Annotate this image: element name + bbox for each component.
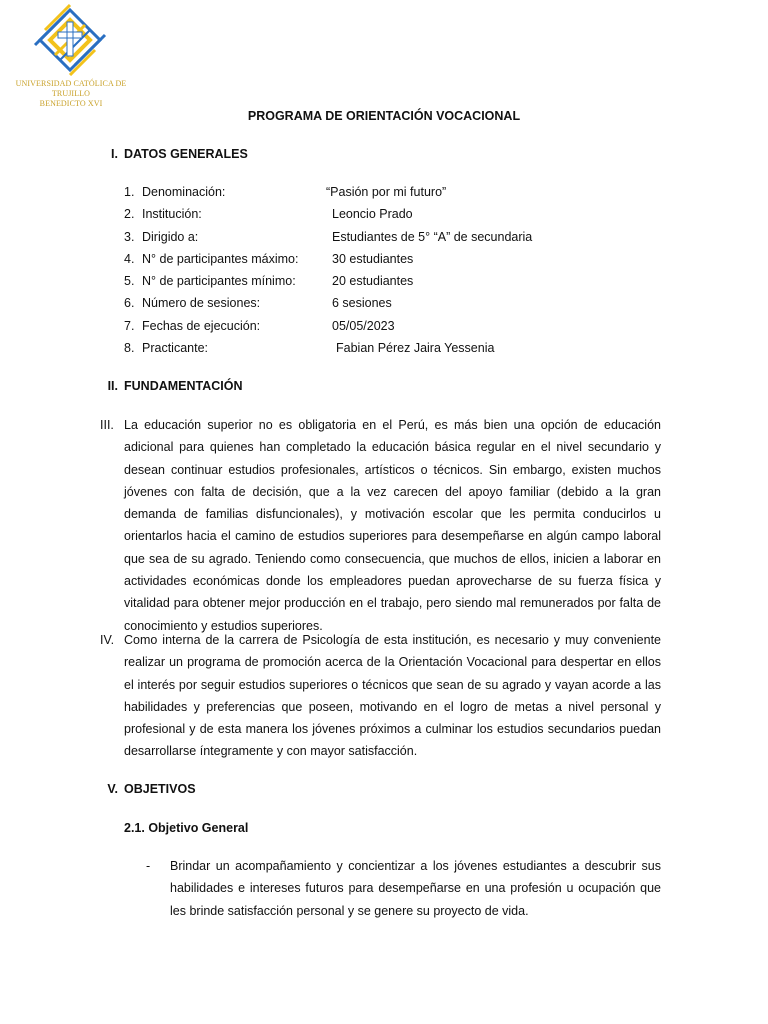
row-value: 6 sesiones bbox=[332, 296, 392, 310]
row-label: Número de sesiones: bbox=[142, 296, 261, 310]
row-value: 05/05/2023 bbox=[332, 319, 395, 333]
section-title: FUNDAMENTACIÓN bbox=[124, 379, 243, 393]
objetivo-general-heading: 2.1. Objetivo General bbox=[124, 821, 249, 835]
row-value: 20 estudiantes bbox=[332, 274, 414, 288]
row-value: Fabian Pérez Jaira Yessenia bbox=[336, 341, 495, 355]
objetivo-general-text: Brindar un acompañamiento y concientizar a los jóvenes estudiantes a descubrir sus habilidades e intereses futuros para desempeñarse en una profesión u ocupación que les brinde satisfacción personal y se genere su proyecto de vida. bbox=[170, 859, 661, 918]
university-logo-icon bbox=[30, 0, 110, 76]
row-label: Denominación: bbox=[142, 185, 226, 199]
objetivo-general-item bbox=[146, 855, 661, 922]
paragraph-text: La educación superior no es obligatoria en el Perú, es más bien una opción de educación adicional para quienes han completado la educación básica regular en el nivel secundario y desean continuar estudios profesionales, artísticos o técnicos. Sin embargo, existen muchos jóvenes con falta de decisión, que a la vez carecen del apoyo familiar (debido a la gran demanda de familias disfuncionales), y motivación escolar que les permita conducirlos u orientarlos hacia el camino de estudios superiores para desempeñarse en algún campo laboral que sea de su agrado. Teniendo como consecuencia, que muchos de ellos, inicien a laborar en actividades económicas donde los empleadores puedan aprovecharse de su fuerza física y vitalidad para obtener mejor producción en el trabajo, pero siendo mal remunerados por falta de conocimiento y estudios superiores. bbox=[124, 418, 661, 633]
section-title: DATOS GENERALES bbox=[124, 147, 248, 161]
paragraph-iv bbox=[100, 629, 661, 763]
section-number: II. bbox=[107, 379, 118, 393]
university-name-line2: BENEDICTO XVI bbox=[39, 99, 103, 108]
university-name-line1: UNIVERSIDAD CATÓLICA DE TRUJILLO bbox=[15, 79, 127, 98]
row-number: 8. bbox=[124, 341, 135, 355]
paragraph-number: III. bbox=[100, 418, 114, 432]
section-heading-fundamentacion bbox=[107, 379, 243, 393]
university-name bbox=[0, 79, 142, 109]
row-value: Leoncio Prado bbox=[332, 207, 413, 221]
row-label: Fechas de ejecución: bbox=[142, 319, 261, 333]
paragraph-iii bbox=[100, 414, 661, 637]
row-label: Practicante: bbox=[142, 341, 209, 355]
row-value: “Pasión por mi futuro” bbox=[326, 185, 447, 199]
section-heading-objetivos bbox=[107, 782, 196, 796]
bullet-marker: - bbox=[146, 859, 151, 873]
document-title: PROGRAMA DE ORIENTACIÓN VOCACIONAL bbox=[247, 109, 521, 123]
row-label: N° de participantes mínimo: bbox=[142, 274, 296, 288]
row-number: 5. bbox=[124, 274, 135, 288]
section-heading-datos bbox=[111, 147, 248, 161]
row-number: 4. bbox=[124, 252, 135, 266]
paragraph-number: IV. bbox=[100, 633, 115, 647]
row-number: 2. bbox=[124, 207, 135, 221]
row-label: Dirigido a: bbox=[142, 230, 199, 244]
row-number: 7. bbox=[124, 319, 135, 333]
section-title: OBJETIVOS bbox=[124, 782, 196, 796]
paragraph-text: Como interna de la carrera de Psicología de esta institución, es necesario y muy conveniente realizar un programa de promoción acerca de la Orientación Vocacional para despertar en ellos el interés por seguir estudios superiores o técnicos que sean de su agrado y vayan acorde a las habilidades y preferencias que poseen, motivando en el logro de metas a nivel personal y profesional y de esta manera los jóvenes próximos a culminar los estudios secundarios puedan desarrollarse íntegramente y con mayor satisfacción. bbox=[124, 633, 661, 759]
row-number: 1. bbox=[124, 185, 135, 199]
section-number: I. bbox=[111, 147, 118, 161]
row-label: Institución: bbox=[142, 207, 202, 221]
row-number: 6. bbox=[124, 296, 135, 310]
section-number: V. bbox=[107, 782, 118, 796]
row-value: 30 estudiantes bbox=[332, 252, 414, 266]
row-label: N° de participantes máximo: bbox=[142, 252, 299, 266]
row-value: Estudiantes de 5° “A” de secundaria bbox=[332, 230, 533, 244]
row-number: 3. bbox=[124, 230, 135, 244]
